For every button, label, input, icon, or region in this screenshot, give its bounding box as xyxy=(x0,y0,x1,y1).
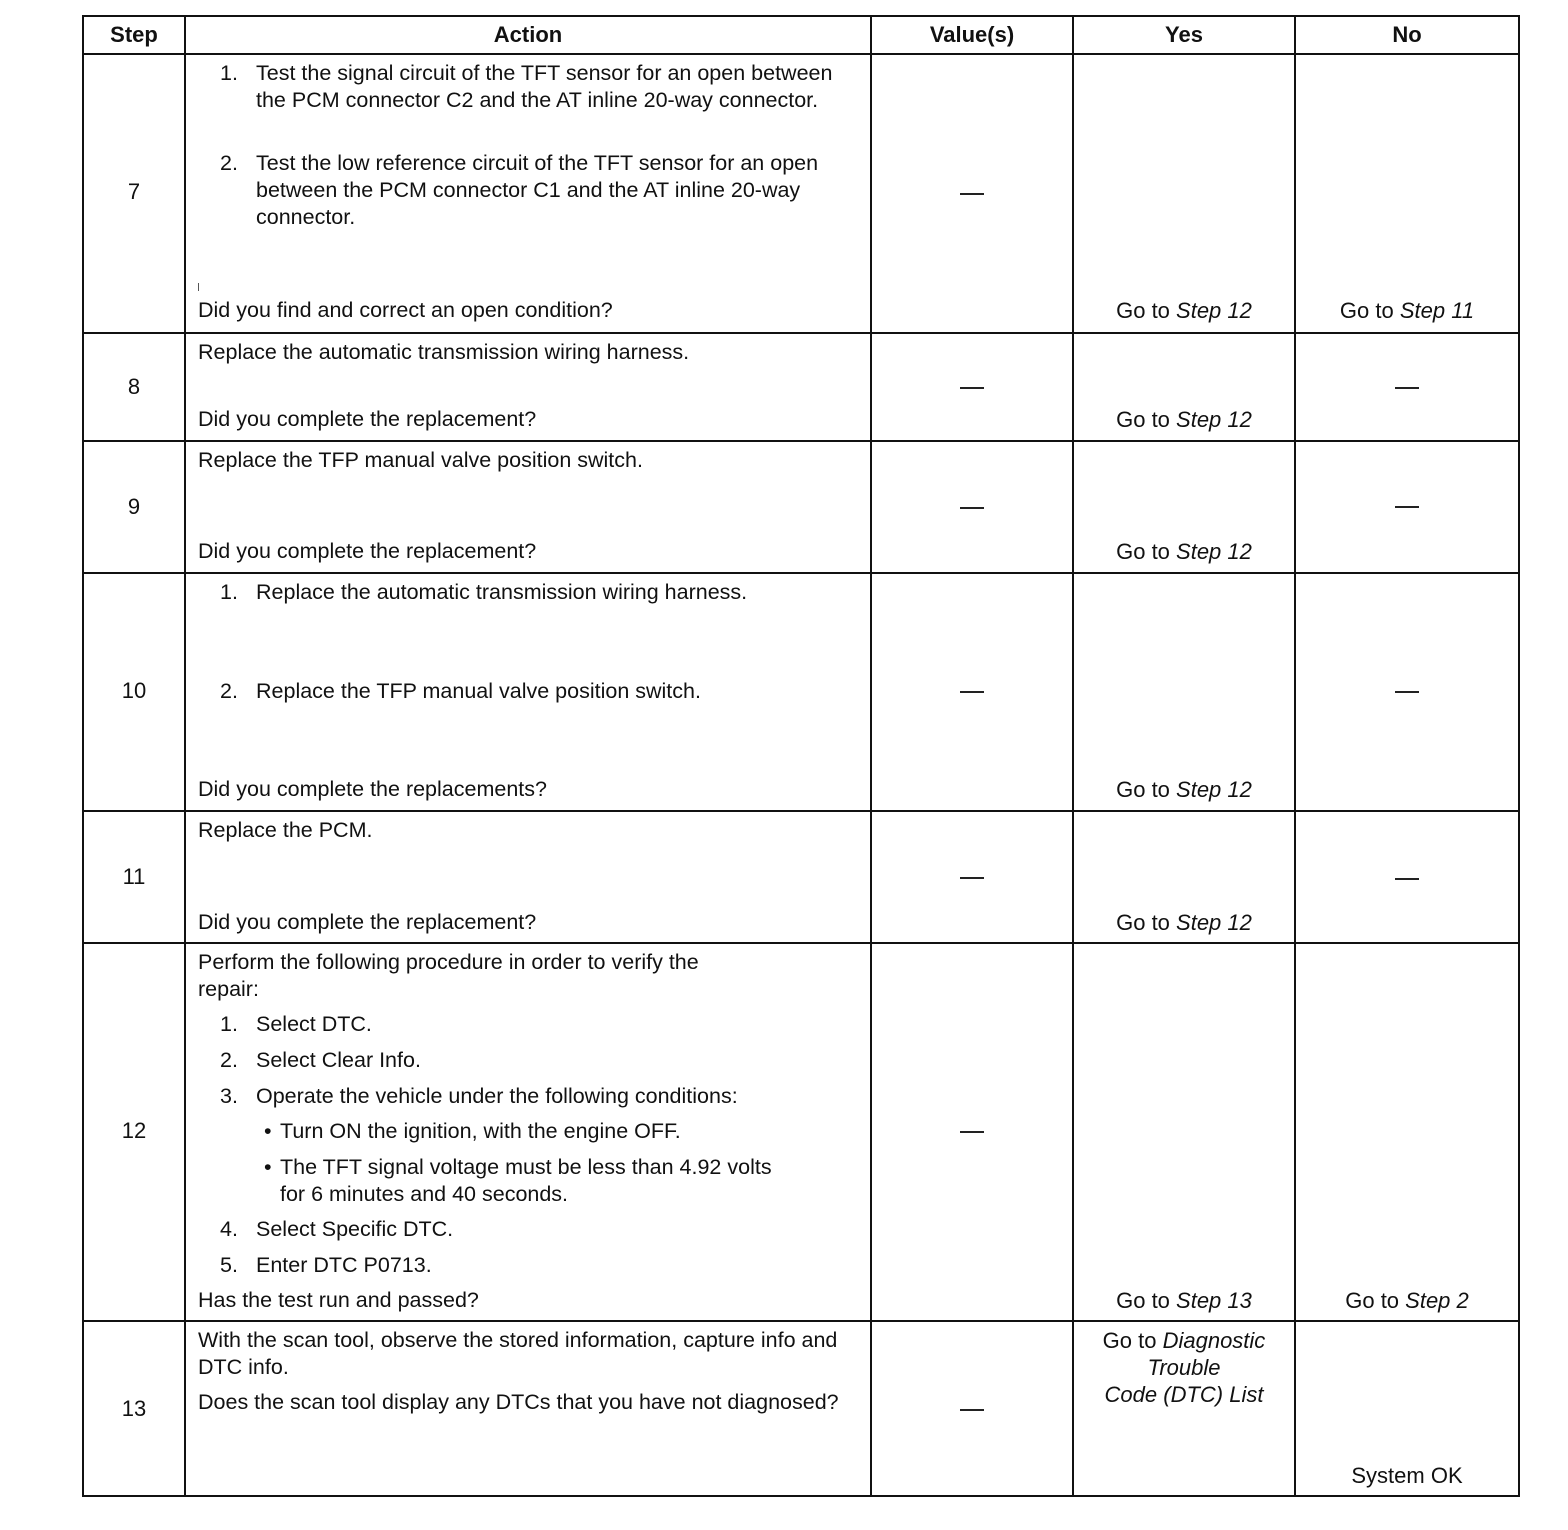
step-number: 13 xyxy=(121,1396,147,1421)
no-dash xyxy=(1395,387,1419,389)
action-item: 2. Replace the TFP manual valve position switch. xyxy=(220,679,701,703)
table-row-step-10 xyxy=(83,573,1519,811)
yes-goto: Go to Diagnostic xyxy=(1102,1328,1266,1353)
table-row-step-8 xyxy=(83,333,1519,441)
step-number: 10 xyxy=(121,678,147,703)
action-item: 2. Select Clear Info. xyxy=(220,1048,421,1072)
header-values: Value(s) xyxy=(871,16,1073,54)
header-step: Step xyxy=(83,16,185,54)
action-text: Replace the PCM. xyxy=(198,818,373,842)
yes-goto: Go to Step 12 xyxy=(1116,777,1252,802)
action-item: 1. Replace the automatic transmission wiring harness. xyxy=(220,580,748,604)
action-item: 5. Enter DTC P0713. xyxy=(220,1253,432,1277)
step-number: 7 xyxy=(127,179,141,204)
header-yes: Yes xyxy=(1073,16,1295,54)
no-dash xyxy=(1395,878,1419,880)
yes-goto: Go to Step 12 xyxy=(1116,539,1252,564)
action-question: Does the scan tool display any DTCs that you have not diagnosed? xyxy=(198,1390,839,1414)
value-dash xyxy=(960,193,984,195)
table-row-step-11 xyxy=(83,811,1519,943)
step-number: 9 xyxy=(127,494,141,519)
value-dash xyxy=(960,691,984,693)
action-bullet: • Turn ON the ignition, with the engine OFF. xyxy=(264,1119,681,1143)
step-number: 12 xyxy=(121,1118,147,1143)
value-dash xyxy=(960,1409,984,1411)
action-item: 1. Select DTC. xyxy=(220,1012,372,1036)
table-row-step-7 xyxy=(83,54,1519,333)
action-item: 3. Operate the vehicle under the following conditions: xyxy=(220,1084,738,1108)
action-question: Did you find and correct an open condition? xyxy=(198,298,613,322)
step-number: 11 xyxy=(122,864,146,889)
yes-goto: Go to Step 12 xyxy=(1116,298,1252,323)
action-question: Did you complete the replacement? xyxy=(198,407,537,431)
yes-goto-line3: Code (DTC) List xyxy=(1104,1382,1264,1407)
action-question: Has the test run and passed? xyxy=(198,1288,479,1312)
action-item: 4. Select Specific DTC. xyxy=(220,1217,454,1241)
yes-goto: Go to Step 13 xyxy=(1116,1288,1252,1313)
no-dash xyxy=(1395,506,1419,508)
no-result: System OK xyxy=(1351,1463,1463,1488)
stray-mark xyxy=(198,283,199,291)
action-question: Did you complete the replacement? xyxy=(198,539,537,563)
table-row-step-12 xyxy=(83,943,1519,1321)
action-text: With the scan tool, observe the stored information, capture info and DTC info. xyxy=(198,1328,838,1379)
yes-goto: Go to Step 12 xyxy=(1116,910,1252,935)
action-question: Did you complete the replacements? xyxy=(198,777,547,801)
value-dash xyxy=(960,387,984,389)
action-item: 2. Test the low reference circuit of the TFT sensor for an open between the PCM connector C1 and the AT inline 20-way connector. xyxy=(220,151,819,229)
step-number: 8 xyxy=(127,374,141,399)
value-dash xyxy=(960,877,984,879)
action-text: Replace the automatic transmission wiring harness. xyxy=(198,340,690,364)
no-goto: Go to Step 11 xyxy=(1339,298,1475,323)
action-item: 1. Test the signal circuit of the TFT sensor for an open between the PCM connector C2 and the AT inline 20-way connector. xyxy=(220,61,833,112)
no-goto: Go to Step 2 xyxy=(1345,1288,1469,1313)
header-no: No xyxy=(1295,16,1519,54)
action-question: Did you complete the replacement? xyxy=(198,910,537,934)
value-dash xyxy=(960,1131,984,1133)
table-header-row xyxy=(83,16,1519,54)
no-dash xyxy=(1395,691,1419,693)
table-row-step-13 xyxy=(83,1321,1519,1496)
action-bullet: • The TFT signal voltage must be less than 4.92 volts for 6 minutes and 40 seconds. xyxy=(264,1155,772,1206)
action-text: Replace the TFP manual valve position switch. xyxy=(198,448,643,472)
yes-goto: Go to Step 12 xyxy=(1116,407,1252,432)
diagnostic-procedure-table xyxy=(82,15,1520,1497)
table-row-step-9 xyxy=(83,441,1519,573)
value-dash xyxy=(960,507,984,509)
header-action: Action xyxy=(185,16,871,54)
action-intro: Perform the following procedure in order to verify the repair: xyxy=(198,950,699,1001)
yes-goto-line2: Trouble xyxy=(1147,1355,1221,1380)
